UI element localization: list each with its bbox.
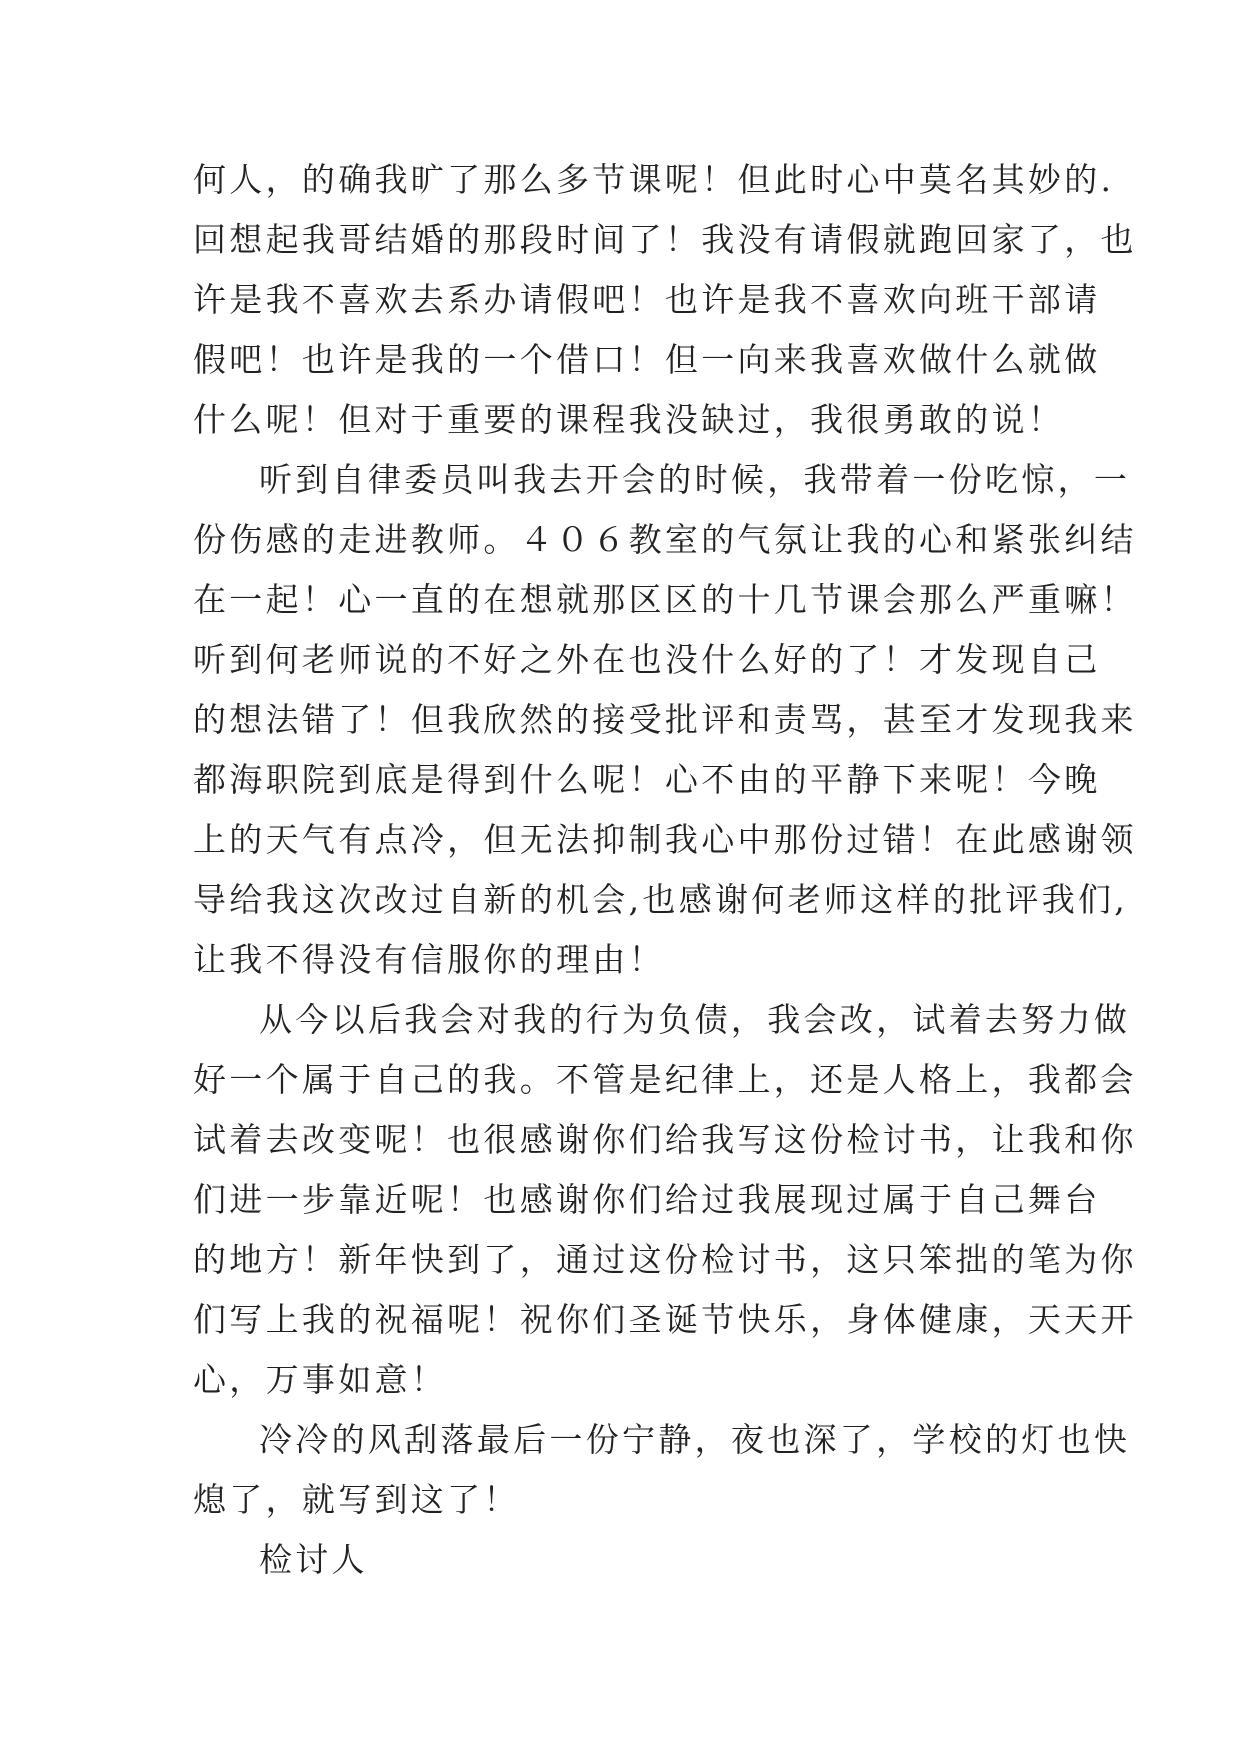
text-line: 从今以后我会对我的行为负债，我会改，试着去努力做 [259, 1000, 1131, 1039]
text-line: 都海职院到底是得到什么呢！心不由的平静下来呢！今晚 [193, 760, 1101, 799]
text-line: 回想起我哥结婚的那段时间了！我没有请假就跑回家了，也 [193, 220, 1137, 259]
text-line: 试着去改变呢！也很感谢你们给我写这份检讨书，让我和你 [193, 1120, 1137, 1159]
text-line: 熄了，就写到这了！ [193, 1480, 520, 1519]
text-line: 检讨人 [259, 1540, 368, 1579]
text-line: 上的天气有点冷，但无法抑制我心中那份过错！在此感谢领 [193, 820, 1137, 859]
text-line: 什么呢！但对于重要的课程我没缺过，我很勇敢的说！ [193, 400, 1065, 439]
text-line: 好一个属于自己的我。不管是纪律上，还是人格上，我都会 [193, 1060, 1137, 1099]
text-line: 听到何老师说的不好之外在也没什么好的了！才发现自己 [193, 640, 1101, 679]
text-line: 心，万事如意！ [193, 1360, 448, 1399]
text-line: 何人，的确我旷了那么多节课呢！但此时心中莫名其妙的. [193, 160, 1115, 199]
text-line: 让我不得没有信服你的理由！ [193, 940, 665, 979]
text-line: 们进一步靠近呢！也感谢你们给过我展现过属于自己舞台 [193, 1180, 1101, 1219]
text-line: 冷冷的风刮落最后一份宁静，夜也深了，学校的灯也快 [259, 1420, 1131, 1459]
text-line: 份伤感的走进教师。４０６教室的气氛让我的心和紧张纠结 [193, 520, 1137, 559]
document-body [193, 150, 1137, 1590]
text-line: 假吧！也许是我的一个借口！但一向来我喜欢做什么就做 [193, 340, 1101, 379]
text-line: 听到自律委员叫我去开会的时候，我带着一份吃惊，一 [259, 460, 1131, 499]
text-line: 许是我不喜欢去系办请假吧！也许是我不喜欢向班干部请 [193, 280, 1101, 319]
text-line: 导给我这次改过自新的机会,也感谢何老师这样的批评我们, [193, 880, 1129, 919]
text-line: 们写上我的祝福呢！祝你们圣诞节快乐，身体健康，天天开 [193, 1300, 1137, 1339]
text-line: 在一起！心一直的在想就那区区的十几节课会那么严重嘛！ [193, 580, 1137, 619]
text-line: 的地方！新年快到了，通过这份检讨书，这只笨拙的笔为你 [193, 1240, 1137, 1279]
text-line: 的想法错了！但我欣然的接受批评和责骂，甚至才发现我来 [193, 700, 1137, 739]
